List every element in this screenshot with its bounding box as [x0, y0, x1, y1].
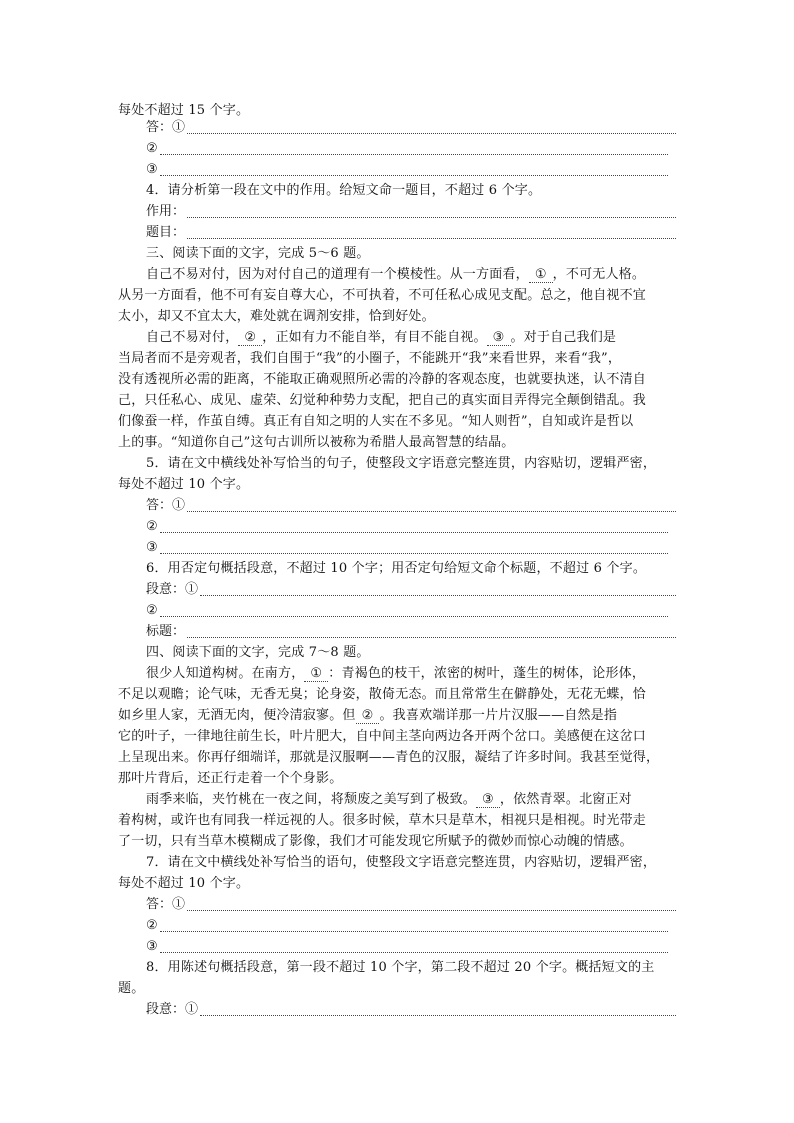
text-line: 从另一方面看，他不可有妄自尊大心，不可执着，不可任私心成见支配。总之，他自视不宜	[118, 288, 647, 303]
answer-line-1[interactable]: 答：①	[146, 498, 676, 514]
answer-blank[interactable]	[160, 604, 668, 617]
answer-line-1[interactable]: 答：①	[146, 897, 676, 913]
section-heading: 四、阅读下面的文字，完成 7～8 题。	[146, 645, 370, 660]
text-line: 了一切，只有当草木模糊成了影像，我们才可能发现它所赋予的微妙而惊心动魄的情感。	[118, 834, 633, 849]
blank-3[interactable]: ③	[476, 793, 500, 808]
answer-line-3[interactable]: ③	[146, 540, 668, 556]
answer-line-summary[interactable]: 段意：①	[146, 1002, 676, 1018]
answer-blank[interactable]	[187, 625, 676, 638]
blank-2[interactable]: ②	[356, 709, 380, 724]
answer-blank[interactable]	[200, 583, 676, 596]
text-line: 没有透视所必需的距离，不能取正确观照所必需的冷静的客观态度，也就要执迷，认不清自	[118, 372, 647, 387]
answer-line-summary[interactable]: 段意：①	[146, 582, 676, 598]
text-line: 如乡里人家，无酒无肉，便冷清寂寥。但 ② 。我喜欢端详那一片片汉服——自然是指	[118, 708, 618, 723]
question-7: 7．请在文中横线处补写恰当的语句，使整段文字语意完整连贯，内容贴切，逻辑严密，	[146, 855, 657, 870]
answer-label: 题目：	[146, 225, 186, 240]
blank-2[interactable]: ②	[238, 331, 262, 346]
question-8: 8．用陈述句概括段意，第一段不超过 10 个字，第二段不超过 20 个字。概括短文的主	[146, 960, 655, 975]
blank-3[interactable]: ③	[487, 331, 511, 346]
text-line: 自己不易对付，因为对付自己的道理有一个模棱性。从一方面看， ① ，不可无人格。	[146, 267, 646, 282]
answer-blank[interactable]	[187, 499, 676, 512]
answer-label: 作用：	[146, 204, 186, 219]
answer-line-2[interactable]: ②	[146, 918, 668, 934]
question-8-cont: 题。	[118, 981, 145, 996]
answer-blank[interactable]	[160, 142, 668, 155]
question-4: 4．请分析第一段在文中的作用。给短文命一题目，不超过 6 个字。	[146, 183, 542, 198]
answer-line-3[interactable]: ③	[146, 939, 668, 955]
question-6: 6．用否定句概括段意，不超过 10 个字；用否定句给短文命个标题，不超过 6 个字。	[146, 561, 647, 576]
answer-line-2[interactable]	[146, 141, 668, 157]
text-line: 着构树，或许也有同我一样远视的人。很多时候，草木只是草木，相视只是相视。时光带走	[118, 813, 647, 828]
question-5: 5．请在文中横线处补写恰当的句子，使整段文字语意完整连贯，内容贴切，逻辑严密，	[146, 456, 657, 471]
answer-blank[interactable]	[160, 919, 668, 932]
answer-line-function[interactable]	[146, 204, 676, 220]
blank-1[interactable]: ①	[529, 268, 553, 283]
answer-blank[interactable]	[160, 163, 668, 176]
answer-line-1[interactable]	[146, 120, 676, 136]
answer-blank[interactable]	[187, 226, 676, 239]
text-line: 太小，却又不宜太大，难处就在调剂安排，恰到好处。	[118, 309, 435, 324]
text-line: 每处不超过 15 个字。	[118, 103, 250, 118]
answer-line-3[interactable]	[146, 162, 668, 178]
answer-label: ②	[146, 141, 158, 156]
answer-blank[interactable]	[187, 205, 676, 218]
text-line: 们像蚕一样，作茧自缚。真正有自知之明的人实在不多见。“知人则哲”，自知或许是哲以	[118, 414, 634, 429]
answer-blank[interactable]	[187, 121, 676, 134]
blank-1[interactable]: ①	[304, 667, 328, 682]
text-line: 己，只任私心、成见、虚荣、幻觉种种势力支配，把自己的真实面目弄得完全颠倒错乱。我	[118, 393, 647, 408]
answer-blank[interactable]	[160, 541, 668, 554]
answer-line-2[interactable]: ②	[146, 519, 668, 535]
text-line: 自己不易对付， ② ，正如有力不能自举，有目不能自视。 ③ 。对于自己我们是	[146, 330, 617, 345]
text-line: 它的叶子，一律地往前生长，叶片肥大，自中间主茎向两边各开两个岔口。美感便在这岔口	[118, 729, 647, 744]
text-line: 上的事。“知道你自己”这句古训所以被称为希腊人最高智慧的结晶。	[118, 435, 515, 450]
text-line: 上呈现出来。你再仔细端详，那就是汉服啊——青色的汉服，凝结了许多时间。我甚至觉得，	[118, 750, 660, 765]
text-line: 当局者而不是旁观者，我们自围于“我”的小圈子，不能跳开“我”来看世界，来看“我”，	[118, 351, 622, 366]
answer-blank[interactable]	[187, 898, 676, 911]
answer-label: ③	[146, 162, 158, 177]
text-line: 不足以观瞻；论气味，无香无臭；论身姿，散倚无态。而且常常生在僻静处，无花无蝶，恰	[118, 687, 647, 702]
question-5-cont: 每处不超过 10 个字。	[118, 477, 250, 492]
answer-line-summary-2[interactable]: ②	[146, 603, 668, 619]
answer-label: 答：①	[146, 120, 186, 135]
answer-blank[interactable]	[200, 1003, 676, 1016]
answer-line-title[interactable]	[146, 225, 676, 241]
text-line: 雨季来临，夹竹桃在一夜之间，将颓废之美写到了极致。 ③ ，依然青翠。北窗正对	[146, 792, 632, 807]
answer-line-title[interactable]: 标题：	[146, 624, 676, 640]
text-line: 很少人知道构树。在南方， ① ：青褐色的枝干，浓密的树叶，蓬生的树体，论形体，	[146, 666, 646, 681]
answer-blank[interactable]	[160, 940, 668, 953]
question-7-cont: 每处不超过 10 个字。	[118, 876, 250, 891]
section-heading: 三、阅读下面的文字，完成 5～6 题。	[146, 246, 370, 261]
answer-blank[interactable]	[160, 520, 668, 533]
text-line: 那叶片背后，还正行走着一个个身影。	[118, 771, 343, 786]
